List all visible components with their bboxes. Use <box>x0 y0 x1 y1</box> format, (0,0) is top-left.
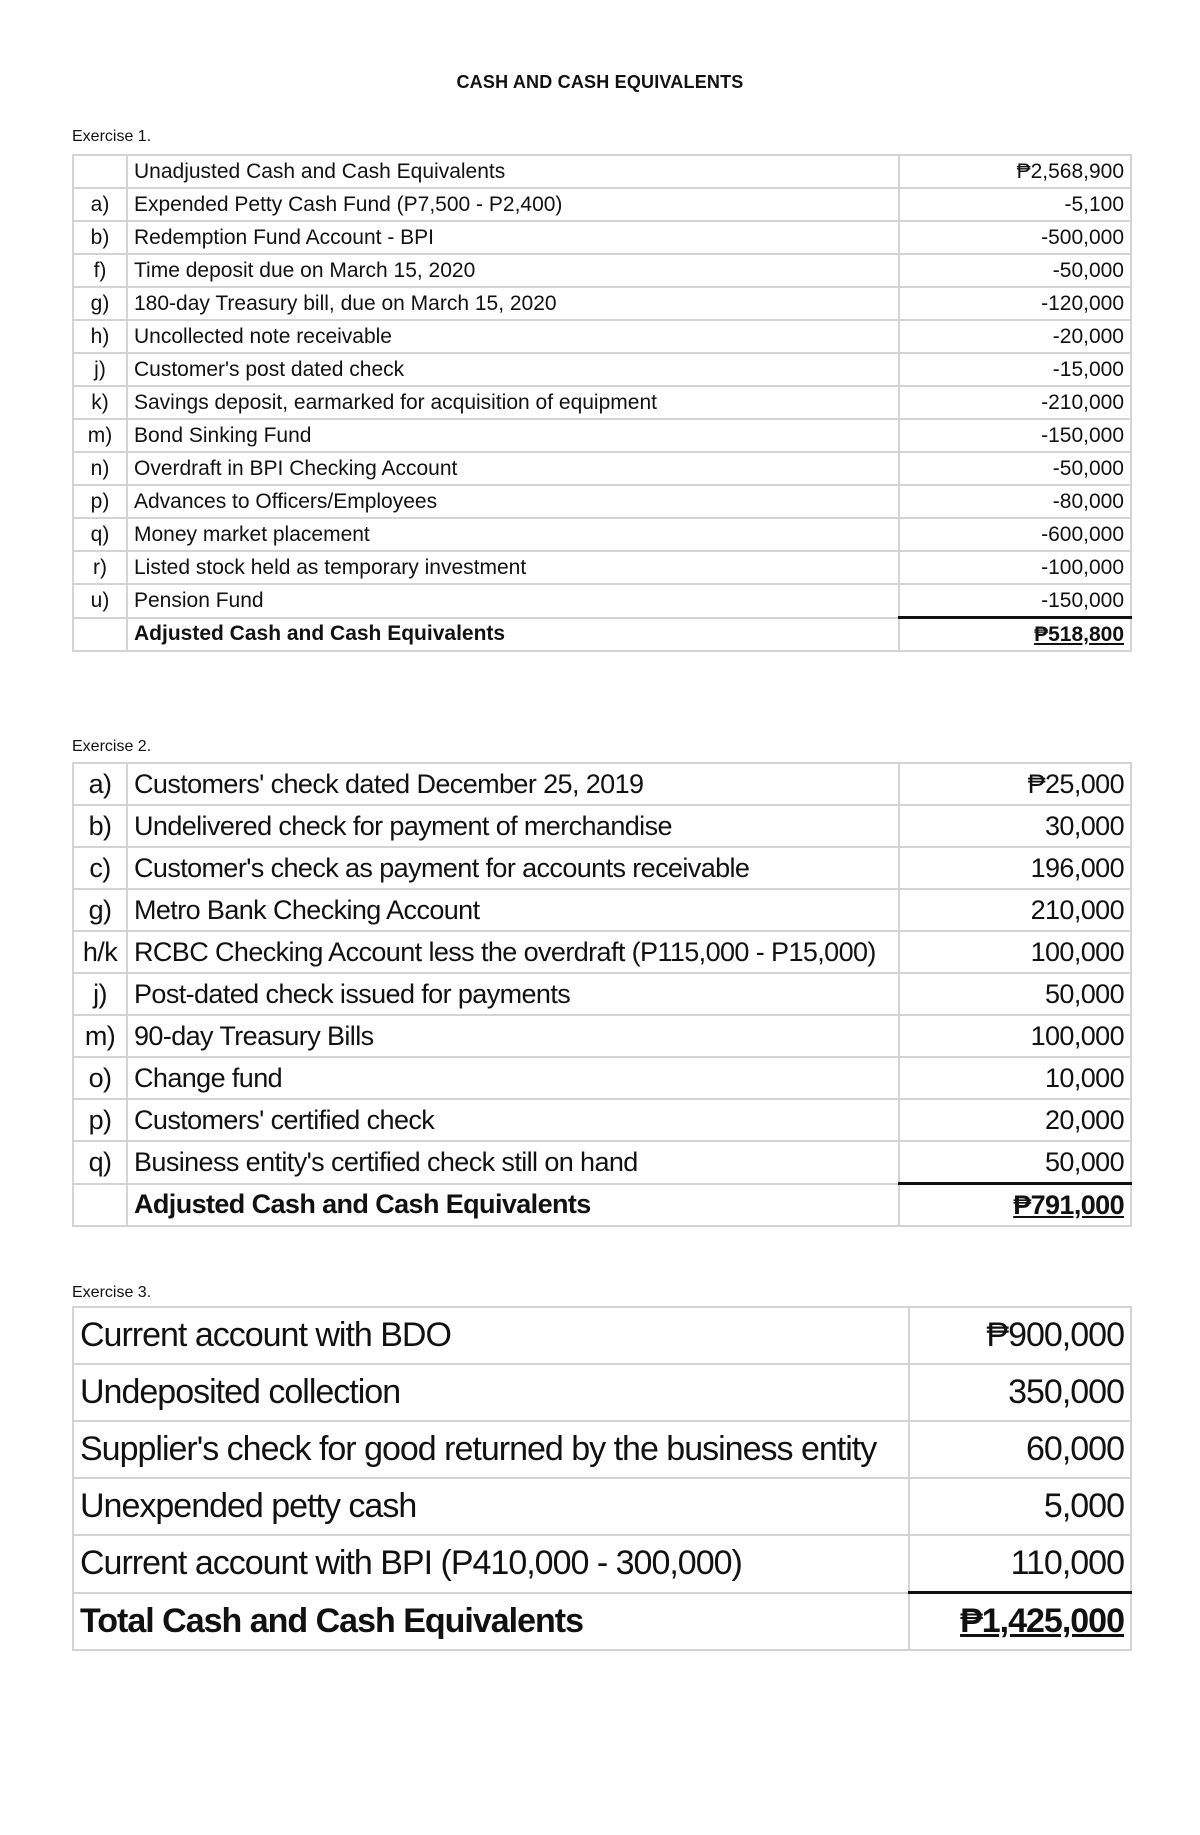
table-row <box>73 155 1131 188</box>
row-description: Supplier's check for good returned by the business entity <box>73 1421 909 1478</box>
row-amount: -80,000 <box>899 485 1131 518</box>
table-row <box>73 221 1131 254</box>
row-letter: h/k <box>73 931 127 973</box>
page-title: CASH AND CASH EQUIVALENTS <box>456 72 744 92</box>
table-row <box>73 353 1131 386</box>
total-row <box>73 1184 1131 1227</box>
row-description: Customer's post dated check <box>127 353 899 386</box>
table-row <box>73 847 1131 889</box>
exercise-3-table <box>72 1306 1132 1651</box>
total-amount <box>909 1593 1131 1651</box>
table-row <box>73 1099 1131 1141</box>
table-row <box>73 485 1131 518</box>
table-row <box>73 386 1131 419</box>
row-amount: 50,000 <box>899 1141 1131 1184</box>
row-description: Change fund <box>127 1057 899 1099</box>
row-description: Money market placement <box>127 518 899 551</box>
row-letter: j) <box>73 973 127 1015</box>
row-description: Redemption Fund Account - BPI <box>127 221 899 254</box>
row-description: Current account with BDO <box>73 1307 909 1364</box>
row-description: Business entity's certified check still on hand <box>127 1141 899 1184</box>
row-letter: b) <box>73 805 127 847</box>
row-description: Expended Petty Cash Fund (P7,500 - P2,400) <box>127 188 899 221</box>
table-row <box>73 188 1131 221</box>
table-row <box>73 805 1131 847</box>
row-amount: 110,000 <box>909 1535 1131 1593</box>
table-row <box>73 1015 1131 1057</box>
exercise-1-label: Exercise 1. <box>72 128 152 145</box>
row-letter <box>73 618 127 652</box>
total-amount-value: ₱791,000 <box>1013 1189 1124 1220</box>
row-amount: 10,000 <box>899 1057 1131 1099</box>
exercise-2-table <box>72 762 1132 1227</box>
row-amount: 20,000 <box>899 1099 1131 1141</box>
row-amount: ₱25,000 <box>899 763 1131 805</box>
row-amount: 100,000 <box>899 931 1131 973</box>
row-amount: -120,000 <box>899 287 1131 320</box>
table-row <box>73 1478 1131 1535</box>
table-row <box>73 518 1131 551</box>
row-amount: -50,000 <box>899 254 1131 287</box>
row-description: 180-day Treasury bill, due on March 15, 2020 <box>127 287 899 320</box>
table-row <box>73 320 1131 353</box>
row-letter <box>73 155 127 188</box>
row-description: Unexpended petty cash <box>73 1478 909 1535</box>
total-amount-value: ₱1,425,000 <box>960 1602 1124 1640</box>
row-description: Bond Sinking Fund <box>127 419 899 452</box>
row-amount: 210,000 <box>899 889 1131 931</box>
row-letter: r) <box>73 551 127 584</box>
row-amount: ₱2,568,900 <box>899 155 1131 188</box>
row-description: Listed stock held as temporary investment <box>127 551 899 584</box>
exercise-1-table <box>72 154 1132 652</box>
row-letter: p) <box>73 1099 127 1141</box>
row-description: Overdraft in BPI Checking Account <box>127 452 899 485</box>
table-row <box>73 1057 1131 1099</box>
table-row <box>73 287 1131 320</box>
row-letter: c) <box>73 847 127 889</box>
row-letter: b) <box>73 221 127 254</box>
row-letter: q) <box>73 1141 127 1184</box>
row-amount: -500,000 <box>899 221 1131 254</box>
table-row <box>73 1307 1131 1364</box>
row-letter <box>73 1184 127 1227</box>
row-amount: 100,000 <box>899 1015 1131 1057</box>
row-amount: 50,000 <box>899 973 1131 1015</box>
row-description: Metro Bank Checking Account <box>127 889 899 931</box>
total-amount-value: ₱518,800 <box>1034 622 1124 646</box>
row-amount: -20,000 <box>899 320 1131 353</box>
row-letter: m) <box>73 419 127 452</box>
row-letter: n) <box>73 452 127 485</box>
row-description: Uncollected note receivable <box>127 320 899 353</box>
total-row <box>73 618 1131 652</box>
row-description: Undeposited collection <box>73 1364 909 1421</box>
row-amount: 350,000 <box>909 1364 1131 1421</box>
total-description: Adjusted Cash and Cash Equivalents <box>127 1184 899 1227</box>
table-row <box>73 1421 1131 1478</box>
row-amount: ₱900,000 <box>909 1307 1131 1364</box>
row-description: Pension Fund <box>127 584 899 618</box>
table-row <box>73 452 1131 485</box>
row-amount: 196,000 <box>899 847 1131 889</box>
row-letter: g) <box>73 889 127 931</box>
row-letter: q) <box>73 518 127 551</box>
table-row <box>73 584 1131 618</box>
table-row <box>73 254 1131 287</box>
row-letter: k) <box>73 386 127 419</box>
table-row <box>73 1364 1131 1421</box>
row-letter: g) <box>73 287 127 320</box>
row-description: Customers' certified check <box>127 1099 899 1141</box>
row-amount: -210,000 <box>899 386 1131 419</box>
table-row <box>73 551 1131 584</box>
row-letter: f) <box>73 254 127 287</box>
row-amount: 30,000 <box>899 805 1131 847</box>
total-amount <box>899 618 1131 652</box>
total-description: Adjusted Cash and Cash Equivalents <box>127 618 899 652</box>
row-letter: u) <box>73 584 127 618</box>
row-description: Customer's check as payment for accounts receivable <box>127 847 899 889</box>
row-amount: -100,000 <box>899 551 1131 584</box>
total-row <box>73 1593 1131 1651</box>
table-row <box>73 931 1131 973</box>
exercise-2-label: Exercise 2. <box>72 738 152 755</box>
row-letter: o) <box>73 1057 127 1099</box>
row-description: Savings deposit, earmarked for acquisition of equipment <box>127 386 899 419</box>
row-amount: 5,000 <box>909 1478 1131 1535</box>
row-amount: -5,100 <box>899 188 1131 221</box>
table-row <box>73 763 1131 805</box>
row-description: Undelivered check for payment of merchandise <box>127 805 899 847</box>
table-row <box>73 1535 1131 1593</box>
row-description: 90-day Treasury Bills <box>127 1015 899 1057</box>
table-row <box>73 973 1131 1015</box>
row-description: Current account with BPI (P410,000 - 300,000) <box>73 1535 909 1593</box>
row-letter: a) <box>73 763 127 805</box>
total-amount <box>899 1184 1131 1227</box>
row-amount: 60,000 <box>909 1421 1131 1478</box>
total-description: Total Cash and Cash Equivalents <box>73 1593 909 1651</box>
row-description: RCBC Checking Account less the overdraft (P115,000 - P15,000) <box>127 931 899 973</box>
row-amount: -150,000 <box>899 419 1131 452</box>
exercise-3-label: Exercise 3. <box>72 1284 152 1301</box>
row-description: Post-dated check issued for payments <box>127 973 899 1015</box>
row-letter: a) <box>73 188 127 221</box>
row-description: Customers' check dated December 25, 2019 <box>127 763 899 805</box>
row-description: Time deposit due on March 15, 2020 <box>127 254 899 287</box>
row-letter: p) <box>73 485 127 518</box>
row-letter: j) <box>73 353 127 386</box>
row-letter: h) <box>73 320 127 353</box>
row-description: Advances to Officers/Employees <box>127 485 899 518</box>
table-row <box>73 1141 1131 1184</box>
row-amount: -150,000 <box>899 584 1131 618</box>
row-amount: -50,000 <box>899 452 1131 485</box>
table-row <box>73 419 1131 452</box>
table-row <box>73 889 1131 931</box>
row-amount: -600,000 <box>899 518 1131 551</box>
row-letter: m) <box>73 1015 127 1057</box>
row-description: Unadjusted Cash and Cash Equivalents <box>127 155 899 188</box>
row-amount: -15,000 <box>899 353 1131 386</box>
